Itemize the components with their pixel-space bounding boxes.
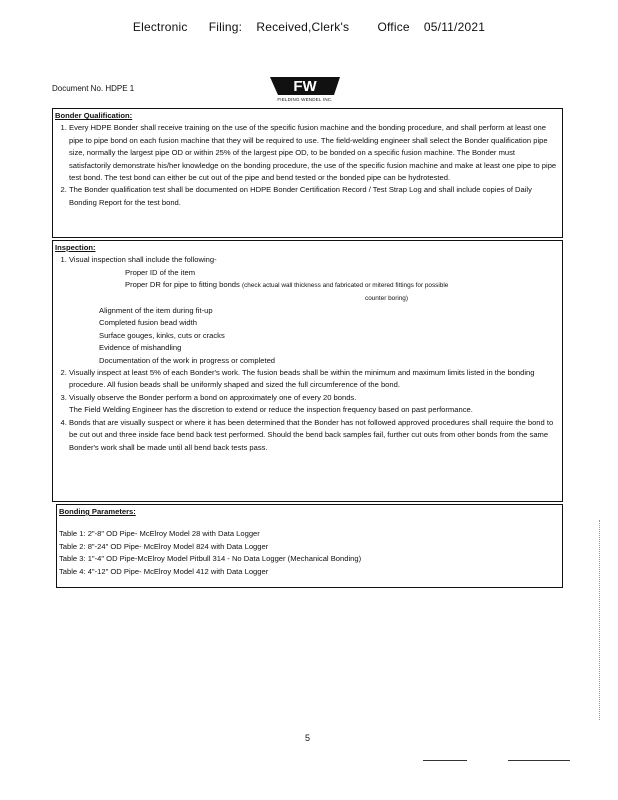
company-logo bbox=[268, 76, 342, 104]
dr-note: (check actual wall thickness and fabricated or mitered fittings for possible bbox=[241, 282, 449, 290]
sub-item-dr bbox=[99, 279, 558, 305]
document-number: Document No. HDPE 1 bbox=[52, 84, 135, 93]
section-title: Inspection: bbox=[55, 243, 96, 252]
sub-item: Surface gouges, kinks, cuts or cracks bbox=[99, 330, 225, 340]
inspection-section bbox=[52, 240, 563, 502]
dr-note-continued: counter boring) bbox=[365, 294, 408, 302]
list-item: 4. Bonds that are visually suspect or where it has been determined that the Bonder has not followed approved procedures shall require the bond to be cut out and three inside face bend back test performed. Should the bend back samples fail, further cut outs from other bonds from the same Bonder's work shall be made until all bend back tests pass. bbox=[69, 417, 558, 454]
sub-item: Alignment of the item during fit-up bbox=[99, 306, 213, 316]
section-title: Bonding Parameters: bbox=[59, 507, 136, 516]
page-number: 5 bbox=[305, 733, 311, 743]
bonding-parameters-section bbox=[56, 504, 563, 588]
sub-item: Evidence of mishandling bbox=[99, 343, 182, 353]
section-title: Bonder Qualification: bbox=[55, 111, 133, 120]
logo-text: FW bbox=[293, 78, 317, 95]
table-reference: Table 1: 2"-8" OD Pipe- McElroy Model 28 with Data Logger bbox=[59, 529, 260, 539]
list-item bbox=[69, 254, 558, 367]
visual-inspection-sublist bbox=[69, 267, 558, 367]
logo-subtitle: FIELDING WENDEL INC. bbox=[277, 97, 333, 102]
sub-item: Documentation of the work in progress or completed bbox=[99, 355, 276, 365]
item-text: Visually observe the Bonder perform a bond on approximately one of every 20 bonds. bbox=[69, 392, 357, 402]
dr-text: Proper DR for pipe to fitting bonds bbox=[125, 280, 240, 290]
sub-item: Proper ID of the item bbox=[125, 267, 196, 277]
item-note: The Field Welding Engineer has the discretion to extend or reduce the inspection frequency based on past performance. bbox=[69, 405, 473, 415]
table-reference: Table 4: 4"-12" OD Pipe- McElroy Model 412 with Data Logger bbox=[59, 566, 269, 576]
bonder-qualification-section bbox=[52, 108, 563, 238]
list-item: 2. The Bonder qualification test shall be documented on HDPE Bonder Certification Record / Test Strap Log and shall include copies of Daily Bonding Report for the test bond. bbox=[69, 184, 558, 209]
signature-line bbox=[508, 760, 570, 761]
fw-logo-mark bbox=[268, 76, 342, 96]
inspection-intro: Visual inspection shall include the following- bbox=[69, 255, 217, 265]
sub-item: Completed fusion bead width bbox=[99, 318, 197, 328]
list-item: 2. Visually inspect at least 5% of each Bonder's work. The fusion beads shall be within the minimum and maximum limits listed in the bonding procedure. All fusion beads shall be uniformly shaped and sized the full circumference of the bond. bbox=[69, 367, 558, 392]
table-reference: Table 2: 8"-24" OD Pipe- McElroy Model 824 with Data Logger bbox=[59, 541, 269, 551]
tables-list bbox=[59, 518, 558, 578]
signature-line bbox=[423, 760, 467, 761]
table-reference: Table 3: 1"-4" OD Pipe-McElroy Model Pitbull 314 - No Data Logger (Mechanical Bonding) bbox=[59, 554, 362, 564]
scan-edge-dots bbox=[599, 520, 601, 720]
list-item: 1. Every HDPE Bonder shall receive training on the use of the specific fusion machine and the bonding procedure, and shall perform at least one pipe to pipe bond on each fusion machine that they will be required to use. The field-welding engineer shall select the Bonder qualification pipe size, normally the largest pipe OD or within 25% of the largest pipe OD, to be bonded on a specific fusion machine. The Bonder must satisfactorily demonstrate his/her knowledge on the bonding procedure, the use of the specific fusion machine and make at least one pipe to pipe test bond. The test bond can either be cut out of the pipe and bend tested or the bonded pipe can be hydrotested. bbox=[69, 122, 558, 184]
list-item bbox=[69, 392, 558, 417]
filing-stamp-header: Electronic Filing: Received,Clerk's Office 05/11/2021 bbox=[132, 20, 486, 34]
